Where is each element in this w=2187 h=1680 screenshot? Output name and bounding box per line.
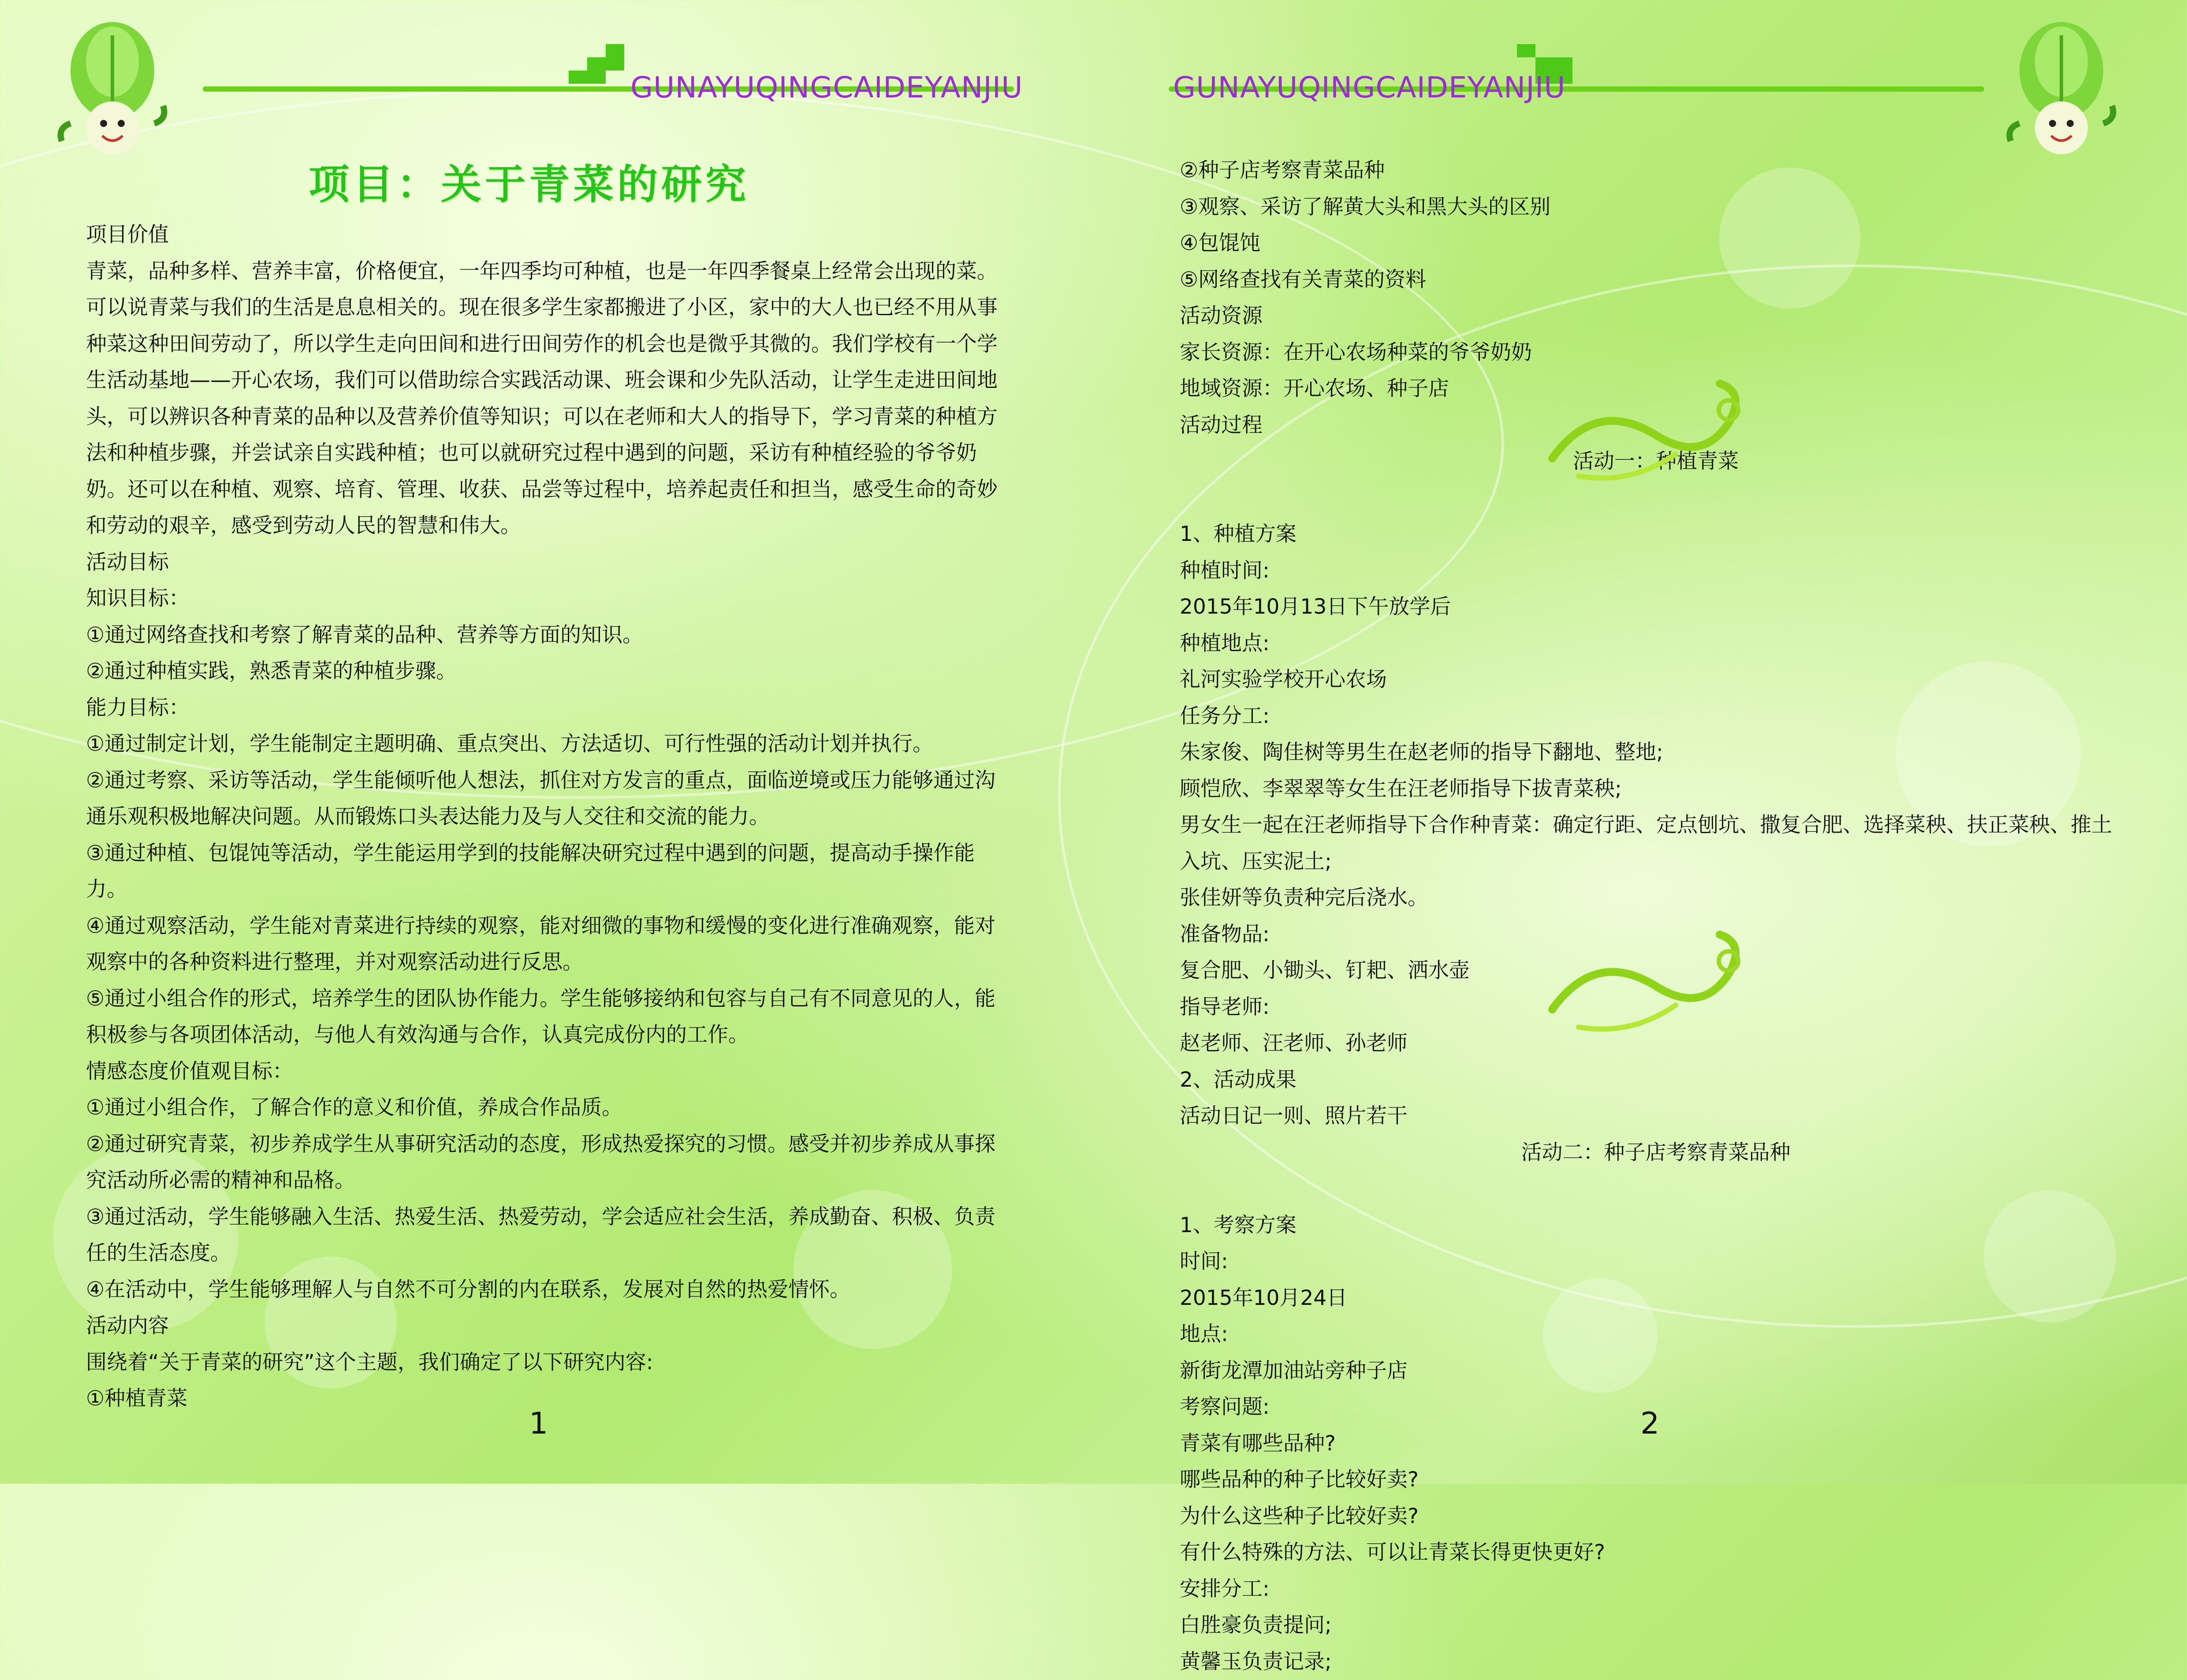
paragraph: 青菜，品种多样、营养丰富，价格便宜，一年四季均可种植，也是一年四季餐桌上经常会出现的菜。可以说青菜与我们的生活是息息相关的。现在很多学生家都搬进了小区，家中的大人也已经不用从事种菜这种田间劳动了，所以学生走向田间和进行田间劳作的机会也是微乎其微的。我们学校有一个学生活动基地——开心农场，我们可以借助综合实践活动课、班会课和少先队活动，让学生走进田间地头，可以辨识各种青菜的品种以及营养价值等知识；可以在老师和大人的指导下，学习青菜的种植方法和种植步骤，并尝试亲自实践种植；也可以就研究过程中遇到的问题，采访有种植经验的爷爷奶奶。还可以在种植、观察、培育、管理、收获、品尝等过程中，培养起责任和担当，感受生命的奇妙和劳动的艰辛，感受到劳动人民的智慧和伟大。 [86, 253, 1016, 544]
paragraph: ④在活动中，学生能够理解人与自然不可分割的内在联系，发展对自然的热爱情怀。 [86, 1272, 1016, 1308]
line: 时间: [1180, 1244, 2132, 1280]
line: 2、活动成果 [1180, 1062, 2132, 1099]
header-blocks [569, 44, 630, 93]
line: 活动资源 [1180, 298, 2132, 335]
paragraph: ⑤通过小组合作的形式，培养学生的团队协作能力。学生能够接纳和包容与自己有不同意见的人，能积极参与各项团体活动，与他人有效沟通与合作，认真完成份内的工作。 [86, 981, 1016, 1054]
swirl-ornament-icon [1543, 921, 1777, 1045]
paragraph: ①通过网络查找和考察了解青菜的品种、营养等方面的知识。 [86, 617, 1016, 654]
line: 为什么这些种子比较好卖? [1180, 1498, 2132, 1535]
line: 朱家俊、陶佳树等男生在赵老师的指导下翻地、整地; [1180, 734, 2132, 771]
paragraph: ①通过制定计划，学生能制定主题明确、重点突出、方法适切、可行性强的活动计划并执行。 [86, 726, 1016, 763]
line: 考察问题: [1180, 1389, 2132, 1426]
line: 地点: [1180, 1316, 2132, 1353]
line: 种植地点: [1180, 626, 2132, 662]
page-left [0, 0, 1093, 1484]
paragraph: 项目价值 [86, 217, 1016, 253]
cabbage-mascot-icon [53, 18, 172, 163]
paragraph: ②通过研究青菜，初步养成学生从事研究活动的态度，形成热爱探究的习惯。感受并初步养成从事探究活动所必需的精神和品格。 [86, 1126, 1016, 1199]
line: 2015年10月24日 [1180, 1280, 2132, 1317]
cabbage-mascot-icon [2002, 18, 2121, 163]
paragraph: ③通过种植、包馄饨等活动，学生能运用学到的技能解决研究过程中遇到的问题，提高动手操作能力。 [86, 835, 1016, 908]
line: 张佳妍等负责种完后浇水。 [1180, 880, 2132, 916]
paragraph: ②通过种植实践，熟悉青菜的种植步骤。 [86, 653, 1016, 690]
page-title: 项目：关于青菜的研究 [309, 152, 749, 210]
line: 礼河实验学校开心农场 [1180, 662, 2132, 698]
activity-heading: 活动二：种子店考察青菜品种 [1180, 1135, 2132, 1171]
line: 赵老师、汪老师、孙老师 [1180, 1025, 2132, 1062]
line [1180, 1171, 2132, 1207]
line: 有什么特殊的方法、可以让青菜长得更快更好? [1180, 1535, 2132, 1571]
activity-heading: 活动一：种植青菜 [1180, 443, 2132, 480]
line: 安排分工: [1180, 1571, 2132, 1608]
line: 准备物品: [1180, 916, 2132, 953]
page-number: 1 [529, 1406, 548, 1441]
line: 地域资源：开心农场、种子店 [1180, 371, 2132, 407]
line: 1、考察方案 [1180, 1207, 2132, 1244]
paragraph: ③通过活动，学生能够融入生活、热爱生活、热爱劳动，学会适应社会生活，养成勤奋、积极、负责任的生活态度。 [86, 1199, 1016, 1272]
line: 黄馨玉负责记录; [1180, 1644, 2132, 1680]
line: ④包馄饨 [1180, 225, 2132, 262]
paragraph: ④通过观察活动，学生能对青菜进行持续的观察，能对细微的事物和缓慢的变化进行准确观察，能对观察中的各种资料进行整理，并对观察活动进行反思。 [86, 908, 1016, 981]
swirl-ornament-icon [1543, 370, 1777, 494]
left-body [86, 217, 1016, 1417]
paragraph: ①种植青菜 [86, 1381, 1016, 1417]
line: ③观察、采访了解黄大头和黑大头的区别 [1180, 189, 2132, 226]
running-title: GUNAYUQINGCAIDEYANJIU [1173, 71, 1566, 104]
paragraph: 能力目标： [86, 690, 1016, 726]
line: 青菜有哪些品种? [1180, 1426, 2132, 1462]
line: 白胜豪负责提问; [1180, 1607, 2132, 1644]
line: 活动过程 [1180, 407, 2132, 444]
line: 复合肥、小锄头、钉耙、洒水壶 [1180, 953, 2132, 989]
line: 2015年10月13日下午放学后 [1180, 589, 2132, 626]
line: 顾恺欣、李翠翠等女生在汪老师指导下拔青菜秧; [1180, 771, 2132, 808]
page-right [1094, 0, 2187, 1484]
paragraph: 活动内容 [86, 1308, 1016, 1345]
line: ⑤网络查找有关青菜的资料 [1180, 262, 2132, 298]
line: 家长资源：在开心农场种菜的爷爷奶奶 [1180, 335, 2132, 371]
paragraph: ②通过考察、采访等活动，学生能倾听他人想法，抓住对方发言的重点，面临逆境或压力能够通过沟通乐观积极地解决问题。从而锻炼口头表达能力及与人交往和交流的能力。 [86, 763, 1016, 835]
line: 任务分工: [1180, 698, 2132, 735]
running-title: GUNAYUQINGCAIDEYANJIU [630, 71, 1023, 104]
line: ②种子店考察青菜品种 [1180, 153, 2132, 189]
paragraph: 情感态度价值观目标： [86, 1054, 1016, 1090]
paragraph: ①通过小组合作，了解合作的意义和价值，养成合作品质。 [86, 1090, 1016, 1126]
line: 种植时间: [1180, 553, 2132, 589]
page-number: 2 [1640, 1406, 1659, 1441]
paragraph: 活动目标 [86, 544, 1016, 581]
line: 新街龙潭加油站旁种子店 [1180, 1353, 2132, 1389]
line: 1、种植方案 [1180, 516, 2132, 553]
line: 活动日记一则、照片若干 [1180, 1098, 2132, 1135]
paragraph: 围绕着“关于青菜的研究”这个主题，我们确定了以下研究内容: [86, 1345, 1016, 1381]
paragraph: 知识目标： [86, 581, 1016, 617]
line: 指导老师: [1180, 989, 2132, 1026]
line: 男女生一起在汪老师指导下合作种青菜：确定行距、定点刨坑、撒复合肥、选择菜秧、扶正菜秧、推土入坑、压实泥土; [1180, 807, 2132, 880]
line: 哪些品种的种子比较好卖? [1180, 1462, 2132, 1498]
